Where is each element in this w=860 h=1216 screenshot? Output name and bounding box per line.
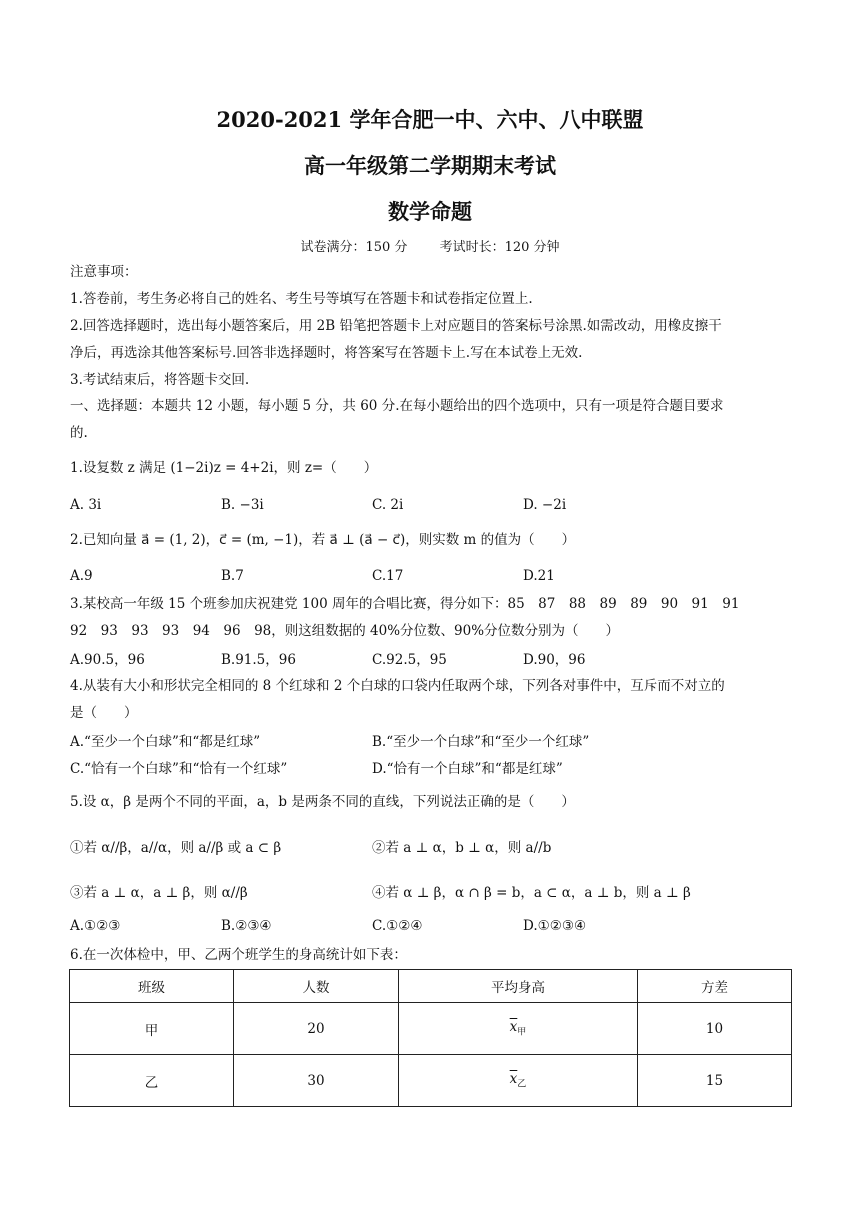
- question-3-stem-line-1: 3.某校高一年级 15 个班参加庆祝建党 100 周年的合唱比赛，得分如下：85 87 88 89 89 90 91 91: [70, 596, 740, 612]
- question-5-stem: 5.设 α，β 是两个不同的平面，a，b 是两条不同的直线，下列说法正确的是（ ）: [70, 794, 575, 810]
- question-4-stem-line-2: 是（ ）: [70, 705, 138, 721]
- table-row: [70, 1055, 792, 1107]
- q5-option-a: A.①②③: [70, 918, 121, 934]
- q1-option-b: B. −3i: [221, 497, 264, 513]
- cell-variance: 10: [638, 1003, 792, 1055]
- q2-option-b: B.7: [221, 568, 244, 584]
- q5-option-c: C.①②④: [372, 918, 423, 934]
- question-1-stem: 1.设复数 z 满足 (1−2i)z = 4+2i，则 z=（ ）: [70, 460, 378, 476]
- header-class: 班级: [70, 970, 234, 1003]
- cell-mean: [399, 1003, 638, 1055]
- title-line-1: 2020-2021 学年合肥一中、六中、八中联盟: [216, 107, 644, 132]
- q3-option-c: C.92.5，95: [372, 652, 447, 668]
- q2-option-c: C.17: [372, 568, 404, 584]
- cell-count: 30: [234, 1055, 399, 1107]
- q3-option-d: D.90，96: [523, 652, 586, 668]
- cell-class: 乙: [70, 1055, 234, 1107]
- notice-item-2b: 净后，再选涂其他答案标号.回答非选择题时，将答案写在答题卡上.写在本试卷上无效.: [70, 345, 583, 361]
- mean-symbol: $\overline{x}$: [509, 1071, 518, 1088]
- q4-option-c: C.“恰有一个白球”和“恰有一个红球”: [70, 761, 288, 777]
- total-score: 试卷满分：150 分: [300, 240, 408, 255]
- section-heading-line-2: 的.: [70, 425, 88, 441]
- q2-option-d: D.21: [523, 568, 555, 584]
- q5-statement-4: ④若 α ⊥ β，α ∩ β = b，a ⊂ α，a ⊥ b，则 a ⊥ β: [372, 885, 691, 901]
- notice-heading: 注意事项：: [70, 264, 138, 280]
- notice-item-2a: 2.回答选择题时，选出每小题答案后，用 2B 铅笔把答题卡上对应题目的答案标号涂黑.如需改动，用橡皮擦干: [70, 318, 722, 334]
- q3-option-b: B.91.5，96: [221, 652, 296, 668]
- q4-option-b: B.“至少一个白球”和“至少一个红球”: [372, 734, 590, 750]
- mean-symbol: $\overline{x}$: [509, 1019, 518, 1036]
- q4-option-d: D.“恰有一个白球”和“都是红球”: [372, 761, 563, 777]
- cell-variance: 15: [638, 1055, 792, 1107]
- q5-option-b: B.②③④: [221, 918, 272, 934]
- title-line-2: 高一年级第二学期期末考试: [304, 153, 556, 178]
- exam-duration: 考试时长：120 分钟: [439, 240, 560, 255]
- q2-option-a: A.9: [70, 568, 93, 584]
- q4-option-a: A.“至少一个白球”和“都是红球”: [70, 734, 261, 750]
- question-6-stem: 6.在一次体检中，甲、乙两个班学生的身高统计如下表：: [70, 947, 407, 963]
- section-heading-line-1: 一、选择题：本题共 12 小题，每小题 5 分，共 60 分.在每小题给出的四个选项中，只有一项是符合题目要求: [70, 398, 724, 414]
- q3-option-a: A.90.5，96: [70, 652, 145, 668]
- question-2-stem: 2.已知向量 a⃗ = (1, 2)，c⃗ = (m, −1)，若 a⃗ ⊥ (a⃗ − c⃗)，则实数 m 的值为（ ）: [70, 532, 576, 548]
- q5-option-d: D.①②③④: [523, 918, 587, 934]
- cell-class: 甲: [70, 1003, 234, 1055]
- header-variance: 方差: [638, 970, 792, 1003]
- notice-item-1: 1.答卷前，考生务必将自己的姓名、考生号等填写在答题卡和试卷指定位置上.: [70, 291, 533, 307]
- q5-statement-2: ②若 a ⊥ α，b ⊥ α，则 a//b: [372, 840, 552, 856]
- mean-subscript: 乙: [517, 1079, 527, 1090]
- question-3-stem-line-2: 92 93 93 93 94 96 98，则这组数据的 40%分位数、90%分位数分别为（ ）: [70, 623, 620, 639]
- mean-subscript: 甲: [517, 1027, 527, 1038]
- header-count: 人数: [234, 970, 399, 1003]
- q5-statement-3: ③若 a ⊥ α，a ⊥ β，则 α//β: [70, 885, 248, 901]
- q1-option-a: A. 3i: [70, 497, 102, 513]
- table-row: [70, 1003, 792, 1055]
- cell-count: 20: [234, 1003, 399, 1055]
- q1-option-d: D. −2i: [523, 497, 567, 513]
- notice-item-3: 3.考试结束后，将答题卡交回.: [70, 372, 250, 388]
- table-header-row: [70, 970, 792, 1003]
- cell-mean: [399, 1055, 638, 1107]
- q5-statement-1: ①若 α//β，a//α，则 a//β 或 a ⊂ β: [70, 840, 282, 856]
- height-statistics-table: [69, 969, 792, 1107]
- title-line-3: 数学命题: [388, 199, 472, 224]
- header-mean-height: 平均身高: [399, 970, 638, 1003]
- exam-meta: [0, 236, 860, 255]
- question-4-stem-line-1: 4.从装有大小和形状完全相同的 8 个红球和 2 个白球的口袋内任取两个球，下列各对事件中，互斥而不对立的: [70, 678, 725, 694]
- q1-option-c: C. 2i: [372, 497, 404, 513]
